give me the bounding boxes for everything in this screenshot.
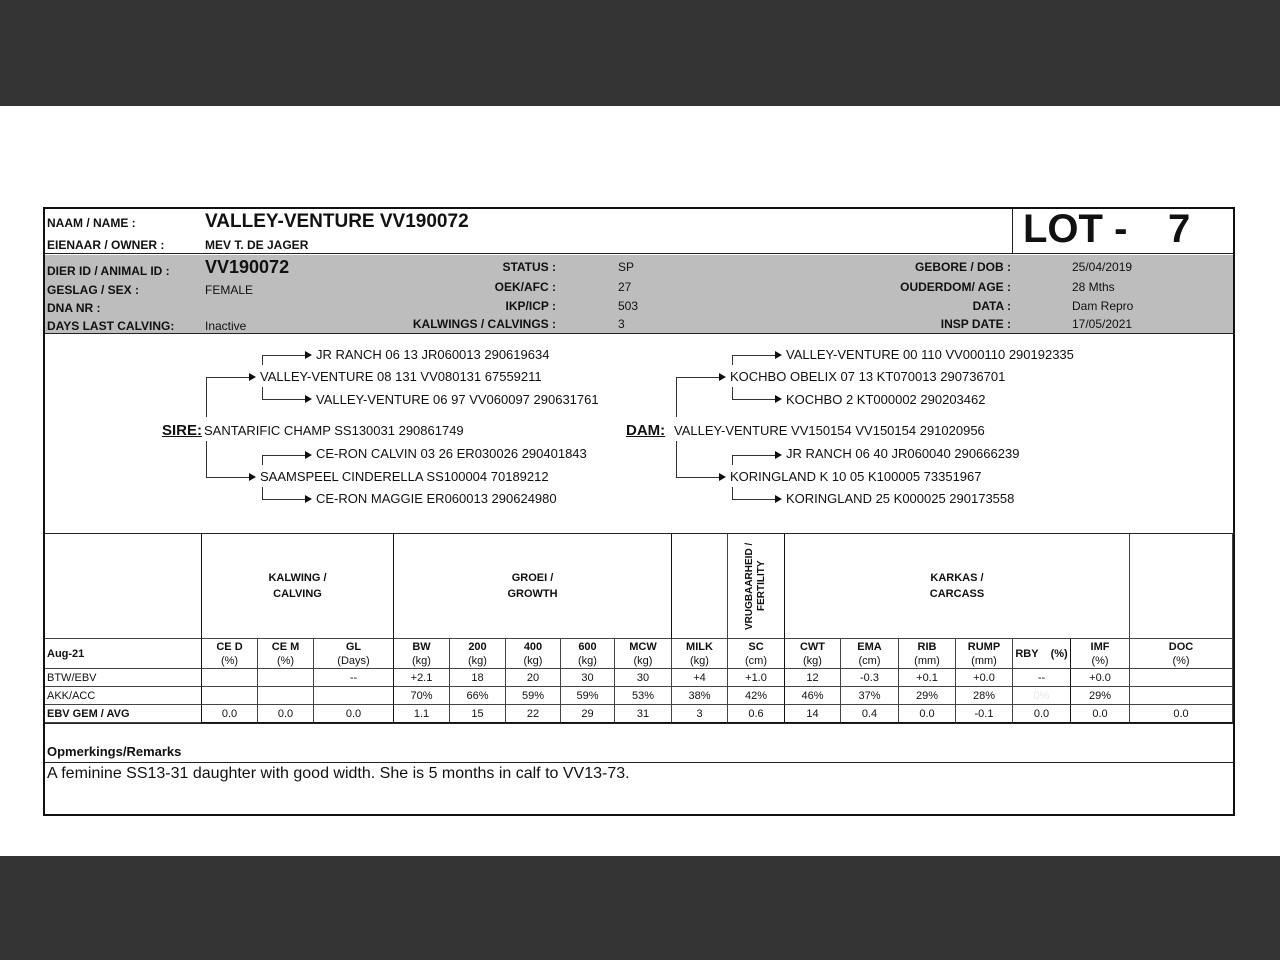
table-cell: -0.1 — [956, 705, 1013, 723]
connector-line — [262, 355, 263, 365]
insp-date-value: 17/05/2021 — [1072, 317, 1133, 331]
owner-value: MEV T. DE JAGER — [205, 238, 309, 252]
sire-sire-sire: JR RANCH 06 13 JR060013 290619634 — [316, 347, 550, 362]
connector-line — [206, 477, 250, 478]
group-calving: KALWING / CALVING — [202, 534, 394, 639]
table-cell: 53% — [615, 687, 672, 705]
table-cell — [202, 669, 258, 687]
column-unit: (%) — [276, 654, 295, 667]
column-name: DOC — [1168, 640, 1194, 653]
status-value: SP — [618, 260, 635, 274]
group-milk-blank — [672, 534, 728, 639]
table-cell: +1.0 — [728, 669, 785, 687]
table-cell: 70% — [394, 687, 450, 705]
arrow-right-icon — [249, 473, 256, 481]
group-doc-blank — [1130, 534, 1233, 639]
column-name: BW — [412, 640, 431, 653]
table-cell: +0.0 — [956, 669, 1013, 687]
table-cell: 59% — [506, 687, 561, 705]
table-cell: 28% — [956, 687, 1013, 705]
insp-date-label: INSP DATE : — [940, 317, 1011, 331]
column-header — [899, 639, 956, 669]
column-name: EMA — [857, 640, 882, 653]
table-cell: 29% — [1071, 687, 1130, 705]
connector-line — [676, 377, 677, 417]
lot-card — [43, 207, 1235, 816]
column-name: CE M — [271, 640, 300, 653]
table-cell — [1130, 669, 1233, 687]
table-cell: 29% — [899, 687, 956, 705]
table-cell: 15 — [450, 705, 506, 723]
column-header — [561, 639, 615, 669]
connector-line — [676, 377, 720, 378]
column-name: MCW — [629, 640, 657, 653]
days-last-calving-value: Inactive — [205, 319, 247, 333]
connector-line — [262, 399, 306, 400]
table-cell: 0.0 — [1013, 705, 1071, 723]
connector-line — [262, 455, 306, 456]
table-cell: 0.0 — [202, 705, 258, 723]
sire-dam: SAAMSPEEL CINDERELLA SS100004 70189212 — [260, 469, 549, 484]
age-label: OUDERDOM/ AGE : — [900, 280, 1011, 294]
table-cell: 0.0 — [899, 705, 956, 723]
calvings-value: 3 — [618, 317, 625, 331]
connector-line — [262, 487, 263, 499]
column-header — [841, 639, 899, 669]
table-cell: 0% — [1013, 687, 1071, 705]
arrow-right-icon — [719, 373, 726, 381]
table-cell: 14 — [785, 705, 841, 723]
column-unit: (Days) — [337, 654, 370, 667]
column-name: RBY (%) — [1015, 647, 1068, 660]
table-cell: 37% — [841, 687, 899, 705]
remarks-section — [45, 723, 1233, 814]
connector-line — [732, 387, 733, 399]
icp-value: 503 — [618, 299, 639, 313]
table-cell: 0.0 — [258, 705, 314, 723]
table-cell: 46% — [785, 687, 841, 705]
column-unit: (kg) — [690, 654, 709, 667]
table-cell: -- — [314, 669, 394, 687]
arrow-right-icon — [305, 451, 312, 459]
lot-box — [1012, 209, 1233, 254]
table-cell: +4 — [672, 669, 728, 687]
table-cell: 42% — [728, 687, 785, 705]
column-unit: (kg) — [578, 654, 597, 667]
connector-line — [206, 377, 207, 417]
table-cell: 20 — [506, 669, 561, 687]
age-value: 28 Mths — [1072, 280, 1115, 294]
name-label: NAAM / NAME : — [47, 216, 136, 230]
table-cell: 0.0 — [1130, 705, 1233, 723]
column-name: 200 — [468, 640, 487, 653]
dob-value: 25/04/2019 — [1072, 260, 1133, 274]
column-unit: (cm) — [858, 654, 881, 667]
table-cell: -0.3 — [841, 669, 899, 687]
status-label: STATUS : — [502, 260, 556, 274]
column-name: CWT — [799, 640, 826, 653]
row-label: EBV GEM / AVG — [45, 705, 202, 723]
sire-name: SANTARIFIC CHAMP SS130031 290861749 — [204, 423, 464, 438]
table-cell: +2.1 — [394, 669, 450, 687]
dob-label: GEBORE / DOB : — [914, 260, 1011, 274]
dam-dam-dam: KORINGLAND 25 K000025 290173558 — [786, 491, 1015, 506]
arrow-right-icon — [775, 351, 782, 359]
column-header — [258, 639, 314, 669]
bottom-dark-bar — [0, 856, 1280, 960]
column-unit: (kg) — [803, 654, 822, 667]
table-cell: +0.0 — [1071, 669, 1130, 687]
lot-number: 7 — [1168, 207, 1191, 251]
arrow-right-icon — [305, 395, 312, 403]
column-unit: (kg) — [468, 654, 487, 667]
column-name: IMF — [1090, 640, 1110, 653]
arrow-right-icon — [305, 495, 312, 503]
table-cell: 18 — [450, 669, 506, 687]
column-header — [1071, 639, 1130, 669]
column-header — [394, 639, 450, 669]
table-cell: 0.6 — [728, 705, 785, 723]
arrow-right-icon — [775, 495, 782, 503]
column-name: GL — [345, 640, 362, 653]
column-header — [785, 639, 841, 669]
column-header — [1013, 639, 1071, 669]
dam-sire-dam: KOCHBO 2 KT000002 290203462 — [786, 392, 986, 407]
table-cell: 1.1 — [394, 705, 450, 723]
sire-dam-sire: CE-RON CALVIN 03 26 ER030026 290401843 — [316, 446, 587, 461]
sire-heading: SIRE: — [162, 422, 203, 439]
group-growth: GROEI / GROWTH — [394, 534, 672, 639]
top-dark-bar — [0, 0, 1280, 106]
column-name: MILK — [686, 640, 713, 653]
row-label: AKK/ACC — [45, 687, 202, 705]
connector-line — [676, 477, 720, 478]
column-unit: (%) — [1091, 654, 1109, 667]
connector-line — [206, 377, 250, 378]
column-unit: (mm) — [914, 654, 940, 667]
icp-label: IKP/ICP : — [505, 299, 556, 313]
sire-sire: VALLEY-VENTURE 08 131 VV080131 67559211 — [260, 369, 542, 384]
table-cell — [202, 687, 258, 705]
column-unit: (%) — [220, 654, 239, 667]
column-name: SC — [748, 640, 764, 653]
remarks-text: A feminine SS13-31 daughter with good width. She is 5 months in calf to VV13-73. — [47, 765, 630, 782]
table-cell: 59% — [561, 687, 615, 705]
column-unit: (mm) — [971, 654, 997, 667]
column-header — [1130, 639, 1233, 669]
column-header — [728, 639, 785, 669]
table-cell: 0.0 — [1071, 705, 1130, 723]
table-cell — [258, 669, 314, 687]
group-carcass: KARKAS / CARCASS — [785, 534, 1130, 639]
dam-sire-sire: VALLEY-VENTURE 00 110 VV000110 290192335 — [786, 347, 1074, 362]
column-unit: (kg) — [633, 654, 653, 667]
data-value: Dam Repro — [1072, 299, 1134, 313]
arrow-right-icon — [775, 395, 782, 403]
table-cell: 30 — [561, 669, 615, 687]
connector-line — [732, 487, 733, 499]
sire-sire-dam: VALLEY-VENTURE 06 97 VV060097 290631761 — [316, 392, 599, 407]
sire-dam-dam: CE-RON MAGGIE ER060013 290624980 — [316, 491, 557, 506]
table-cell: 31 — [615, 705, 672, 723]
table-cell: 0.4 — [841, 705, 899, 723]
dam-sire: KOCHBO OBELIX 07 13 KT070013 290736701 — [730, 369, 1006, 384]
connector-line — [732, 399, 776, 400]
group-fertility: VRUGBAARHEID / FERTILITY — [728, 534, 785, 639]
column-header — [314, 639, 394, 669]
row-label: BTW/EBV — [45, 669, 202, 687]
column-unit: (kg) — [412, 654, 431, 667]
ebv-corner — [45, 534, 202, 639]
name-value: VALLEY-VENTURE VV190072 — [205, 211, 469, 232]
column-unit: (%) — [1172, 654, 1190, 667]
animal-id-label: DIER ID / ANIMAL ID : — [47, 264, 170, 278]
connector-line — [206, 441, 207, 477]
table-cell: 12 — [785, 669, 841, 687]
name-header — [45, 209, 1233, 254]
afc-label: OEK/AFC : — [494, 280, 556, 294]
animal-info-band — [45, 255, 1233, 334]
dam-dam-sire: JR RANCH 06 40 JR060040 290666239 — [786, 446, 1020, 461]
table-cell — [314, 687, 394, 705]
column-name: RUMP — [967, 640, 1001, 653]
table-cell: 3 — [672, 705, 728, 723]
connector-line — [676, 441, 677, 477]
ebv-date: Aug-21 — [45, 639, 202, 669]
divider — [45, 762, 1233, 763]
table-cell — [1130, 687, 1233, 705]
column-unit: (kg) — [523, 654, 543, 667]
column-header — [615, 639, 672, 669]
table-cell: -- — [1013, 669, 1071, 687]
pedigree-section — [45, 335, 1233, 534]
arrow-right-icon — [775, 451, 782, 459]
dam-heading: DAM: — [626, 422, 666, 439]
column-name: CE D — [216, 640, 243, 653]
column-name: 600 — [578, 640, 597, 653]
column-header — [506, 639, 561, 669]
table-cell: +0.1 — [899, 669, 956, 687]
connector-line — [732, 455, 776, 456]
table-cell: 0.0 — [314, 705, 394, 723]
sex-label: GESLAG / SEX : — [47, 283, 140, 297]
dam-dam: KORINGLAND K 10 05 K100005 73351967 — [730, 469, 982, 484]
calvings-label: KALWINGS / CALVINGS : — [412, 317, 556, 331]
connector-line — [262, 355, 306, 356]
column-header — [202, 639, 258, 669]
connector-line — [262, 455, 263, 465]
table-cell: 30 — [615, 669, 672, 687]
column-header — [956, 639, 1013, 669]
lot-label: LOT - — [1023, 207, 1128, 251]
column-header — [450, 639, 506, 669]
arrow-right-icon — [305, 351, 312, 359]
table-cell: 22 — [506, 705, 561, 723]
owner-label: EIENAAR / OWNER : — [47, 238, 165, 252]
table-cell: 66% — [450, 687, 506, 705]
animal-id-value: VV190072 — [205, 257, 290, 277]
connector-line — [732, 355, 776, 356]
connector-line — [262, 387, 263, 399]
table-cell: 38% — [672, 687, 728, 705]
afc-value: 27 — [618, 280, 632, 294]
connector-line — [732, 455, 733, 465]
dna-label: DNA NR : — [47, 301, 101, 315]
connector-line — [732, 355, 733, 365]
table-cell: 29 — [561, 705, 615, 723]
remarks-label: Opmerkings/Remarks — [47, 744, 182, 759]
connector-line — [262, 499, 306, 500]
arrow-right-icon — [719, 473, 726, 481]
connector-line — [732, 499, 776, 500]
data-label: DATA : — [972, 299, 1011, 313]
dam-name: VALLEY-VENTURE VV150154 VV150154 291020956 — [674, 423, 985, 438]
table-cell — [258, 687, 314, 705]
column-unit: (cm) — [745, 654, 767, 667]
days-last-calving-label: DAYS LAST CALVING: — [47, 319, 175, 333]
ebv-table — [45, 534, 1233, 723]
column-header — [672, 639, 728, 669]
column-name: RIB — [917, 640, 937, 653]
sex-value: FEMALE — [205, 283, 254, 297]
arrow-right-icon — [249, 373, 256, 381]
column-name: 400 — [523, 640, 543, 653]
